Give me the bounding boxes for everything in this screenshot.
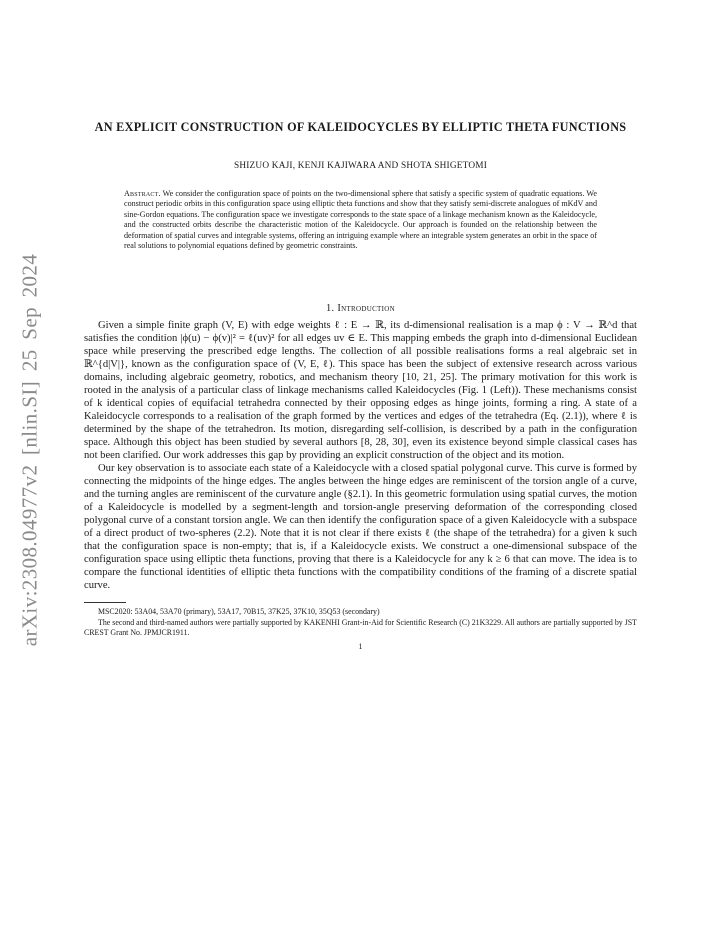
footnote-msc: MSC2020: 53A04, 53A70 (primary), 53A17, 70B15, 37K25, 37K10, 35Q53 (secondary)	[98, 607, 380, 617]
arxiv-identifier-stamp	[8, 255, 52, 645]
footnotes	[84, 607, 637, 638]
section-body	[84, 320, 637, 592]
section-heading: 1. Introduction	[326, 303, 395, 315]
author-list: SHIZUO KAJI, KENJI KAJIWARA AND SHOTA SHIGETOMI	[233, 161, 488, 171]
arxiv-identifier-text: arXiv:2308.04977v2 [nlin.SI] 25 Sep 2024	[17, 253, 42, 647]
paper-page	[84, 120, 637, 651]
paragraph: Our key observation is to associate each state of a Kaleidocycle with a closed spatial polygonal curve. This curve is formed by connecting the midpoints of the hinge edges. The angles between the hinge edges are reminiscent of the torsion angle of a curve, and the turning angles are reminiscent of the curvature angle (§2.1). In this geometric formulation using spatial curves, the motion of a Kaleidocycle is modelled by a segment-length and torsion-angle preserving deformation of the corresponding closed polygonal curve of a constant torsion angle. We can then identify the configuration space of a given Kaleidocycle with a subspace of a direct product of two-spheres (2.2). Note that it is not clear if there exists ℓ (the shape of the tetrahedra) for a given k such that the configuration space is non-empty; that is, if a Kaleidocycle exists. We construct a one-dimensional subspace of the configuration space using elliptic theta functions, proving that there is a Kaleidocycle for any k ≥ 6 that can move. The idea is to compare the functional identities of elliptic theta functions with the compatibility conditions of the framing of a discrete spatial curve.	[84, 462, 637, 591]
paragraph: Given a simple finite graph (V, E) with edge weights ℓ : E → ℝ, its d-dimensional realisation is a map ϕ : V → ℝ^d that satisfies the condition |ϕ(u) − ϕ(v)|² = ℓ(uv)² for all edges uv ∈ E. This mapping embeds the graph into d-dimensional Euclidean space while preserving the prescribed edge lengths. The collection of all possible realisations forms a real algebraic set in ℝ^{d|V|}, known as the configuration space of (V, E, ℓ). This space has been the subject of extensive research across various domains, including algebraic geometry, robotics, and mechanism theory [10, 21, 25]. The primary motivation for this work is rooted in the analysis of a particular class of linkage mechanisms called Kaleidocycles (Fig. 1 (Left)). These mechanisms consist of k identical copies of equifacial tetrahedra connected by their opposing edges as hinge joints, forming a ring. A state of a Kaleidocycle corresponds to a realisation of the graph formed by the vertices and edges of the tetrahedra (Eq. (2.1)), where ℓ is determined by the shape of the tetrahedron. Its motion, disregarding self-collision, is described by a path in the configuration space. Although this object has been studied by several authors [8, 28, 30], even its existence beyond simple classical cases has not been clarified. Our work addresses this gap by providing an explicit construction of the object and its motion.	[84, 320, 637, 461]
footnote-funding: The second and third-named authors were partially supported by KAKENHI Grant-in-Aid for Scientific Research (C) 21K3229. All authors are partially supported by JST CREST Grant No. JPMJCR1911.	[84, 617, 637, 637]
abstract	[124, 189, 597, 251]
page-number: 1	[358, 642, 363, 652]
paper-title: AN EXPLICIT CONSTRUCTION OF KALEIDOCYCLES BY ELLIPTIC THETA FUNCTIONS	[94, 120, 627, 134]
footnote-divider	[84, 602, 126, 603]
abstract-text: We consider the configuration space of points on the two-dimensional sphere that satisfy a specific system of quadratic equations. We construct periodic orbits in this configuration space using elliptic theta functions and show that they satisfy semi-discrete analogues of mKdV and sine-Gordon equations. The configuration space we investigate corresponds to the state space of a linkage mechanism known as the Kaleidocycle, and the constructed orbits describe the characteristic motion of the Kaleidocycle. Our approach is founded on the relationship between the deformation of spatial curves and integrable systems, offering an intriguing example where an integrable system generates an orbit in the space of real solutions to polynomial equations defined by geometric constraints.	[124, 189, 597, 251]
abstract-label: Abstract.	[124, 189, 161, 198]
